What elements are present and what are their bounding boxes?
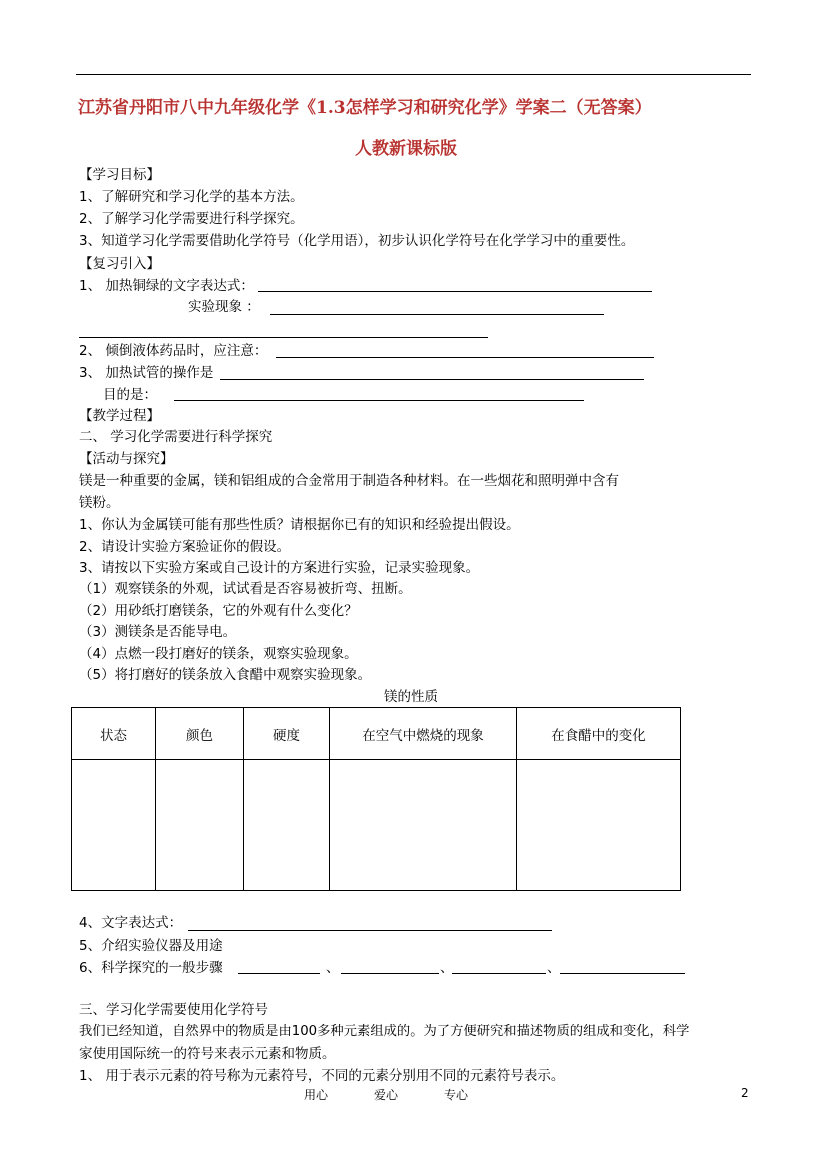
footer-word: 用心 [304,1088,329,1102]
review-q3-purpose: 目的是： [103,387,157,403]
part3-paragraph-line: 家使用国际统一的符号来表示元素和物质。 [79,1046,336,1062]
after-table-q6: 6、科学探究的一般步骤 [79,960,223,976]
table-caption: 镁的性质 [384,689,438,705]
document-title-line1: 江苏省丹阳市八中九年级化学《1.3怎样学习和研究化学》学案二（无答案） [78,98,652,118]
goals-heading: 【学习目标】 [79,167,160,183]
answer-line [188,930,552,931]
substep-item: （4）点燃一段打磨好的镁条，观察实验现象。 [79,646,358,662]
footer-word: 专心 [444,1088,469,1102]
step-item: 2、请设计实验方案验证你的假设。 [79,539,291,555]
footer-word: 爱心 [374,1088,399,1102]
activity-heading: 【活动与探究】 [79,451,174,467]
answer-line [238,973,320,974]
process-heading: 【教学过程】 [79,408,160,424]
goal-item: 1、了解研究和学习化学的基本方法。 [79,189,304,205]
intro-line: 镁是一种重要的金属，镁和铝组成的合金常用于制造各种材料。在一些烟花和照明弹中含有 [79,473,619,489]
table-blank-cell[interactable] [517,760,681,891]
table-blank-cell[interactable] [244,760,330,891]
part2-title: 二、 学习化学需要进行科学探究 [79,429,273,445]
after-table-q4: 4、文字表达式： [79,915,183,931]
substep-item: （1）观察镁条的外观，试试看是否容易被折弯、扭断。 [79,581,412,597]
review-q1: 1、 加热铜绿的文字表达式： [79,278,254,294]
part3-paragraph-line: 我们已经知道，自然界中的物质是由100多种元素组成的。为了方便研究和描述物质的组成和变化，科学 [79,1024,690,1039]
table-header-cell: 硬度 [244,708,330,760]
answer-line [341,973,439,974]
answer-line [560,973,685,974]
substep-item: （3）测镁条是否能导电。 [79,624,237,640]
intro-line: 镁粉。 [79,495,120,511]
answer-line [452,973,546,974]
review-heading: 【复习引入】 [79,256,160,272]
review-q2: 2、 倾倒液体药品时，应注意： [79,343,268,359]
substep-item: （2）用砂纸打磨镁条，它的外观有什么变化？ [79,603,358,619]
answer-line [79,337,488,338]
document-title-line2: 人教新课标版 [355,139,457,159]
table-blank-cell[interactable] [72,760,156,891]
after-table-q5: 5、介绍实验仪器及用途 [79,938,223,954]
header-rule [76,74,751,75]
separator: 、 [440,960,454,976]
answer-line [220,379,644,380]
table-header-cell: 颜色 [156,708,244,760]
separator: 、 [326,960,340,976]
goal-item: 3、知道学习化学需要借助化学符号（化学用语），初步认识化学符号在化学学习中的重要性。 [79,233,635,249]
table-blank-cell[interactable] [156,760,244,891]
part3-item: 1、 用于表示元素的符号称为元素符号，不同的元素分别用不同的元素符号表示。 [79,1068,565,1084]
table-header-cell: 在食醋中的变化 [517,708,681,760]
magnesium-properties-table [71,707,681,891]
separator: 、 [547,960,561,976]
review-q1-observe: 实验现象 ： [188,299,260,315]
table-header-cell: 在空气中燃烧的现象 [330,708,517,760]
table-header-cell: 状态 [72,708,156,760]
table-blank-cell[interactable] [330,760,517,891]
answer-line [270,314,604,315]
substep-item: （5）将打磨好的镁条放入食醋中观察实验现象。 [79,667,372,683]
page-number: 2 [741,1086,749,1100]
answer-line [258,291,652,292]
answer-line [276,357,654,358]
part3-title: 三、学习化学需要使用化学符号 [79,1002,268,1018]
review-q3: 3、 加热试管的操作是 [79,365,214,381]
answer-line [174,400,584,401]
goal-item: 2、了解学习化学需要进行科学探究。 [79,211,304,227]
step-item: 1、你认为金属镁可能有那些性质？请根据你已有的知识和经验提出假设。 [79,517,520,533]
step-item: 3、请按以下实验方案或自己设计的方案进行实验，记录实验现象。 [79,560,480,576]
